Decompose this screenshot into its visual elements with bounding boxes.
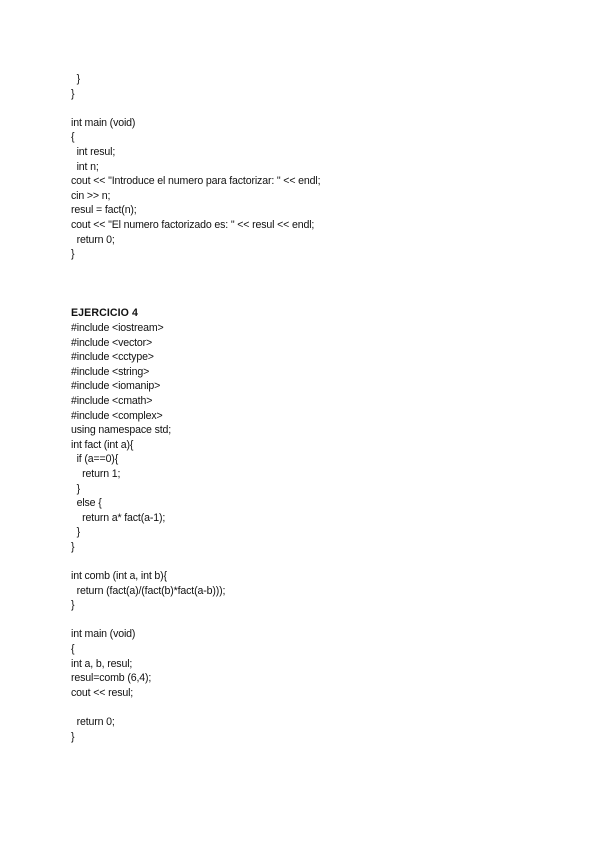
code-line: } (71, 73, 80, 85)
code-line: #include <iomanip> (71, 380, 161, 393)
code-line (71, 101, 320, 116)
code-line: return a* fact(a-1); (71, 511, 166, 524)
code-line (71, 700, 225, 715)
code-line: cin >> n; (71, 189, 111, 202)
code-line: resul=comb (6,4); (71, 672, 152, 685)
code-line: { (71, 131, 75, 144)
code-line: using namespace std; (71, 424, 172, 437)
code-line: cout << "Introduce el numero para factorizar: " << endl; (71, 175, 321, 188)
code-line: } (71, 540, 75, 553)
code-line: int a, b, resul; (71, 657, 133, 670)
code-block-exercise-4 (71, 321, 225, 744)
code-line: } (71, 248, 75, 261)
exercise-heading: EJERCICIO 4 (71, 307, 139, 319)
code-line: int main (void) (71, 116, 136, 129)
code-line: #include <string> (71, 365, 150, 378)
code-line: return 0; (71, 233, 115, 246)
code-line: int comb (int a, int b){ (71, 570, 167, 583)
code-line: return (fact(a)/(fact(b)*fact(a-b))); (71, 584, 226, 597)
code-block-main-fact (71, 72, 320, 262)
code-line: #include <cctype> (71, 351, 154, 364)
code-line: cout << "El numero factorizado es: " << resul << endl; (71, 218, 315, 231)
code-line (71, 555, 225, 570)
code-line: } (71, 599, 75, 612)
code-line: return 1; (71, 467, 121, 480)
code-line: #include <cmath> (71, 394, 153, 407)
code-line: } (71, 730, 75, 743)
code-line: #include <vector> (71, 336, 153, 349)
code-line: else { (71, 497, 102, 510)
code-line: return 0; (71, 716, 115, 729)
code-line: int fact (int a){ (71, 438, 134, 451)
code-line: } (71, 87, 75, 100)
code-line: #include <iostream> (71, 322, 164, 334)
code-line: if (a==0){ (71, 453, 119, 466)
code-line: int main (void) (71, 628, 136, 641)
code-line (71, 613, 225, 628)
code-line: } (71, 526, 80, 539)
code-line: { (71, 643, 75, 656)
code-line: } (71, 482, 80, 495)
code-line: resul = fact(n); (71, 204, 137, 217)
code-line: #include <complex> (71, 409, 163, 422)
code-line: int n; (71, 160, 99, 173)
code-line: int resul; (71, 145, 116, 158)
code-line: cout << resul; (71, 686, 134, 699)
